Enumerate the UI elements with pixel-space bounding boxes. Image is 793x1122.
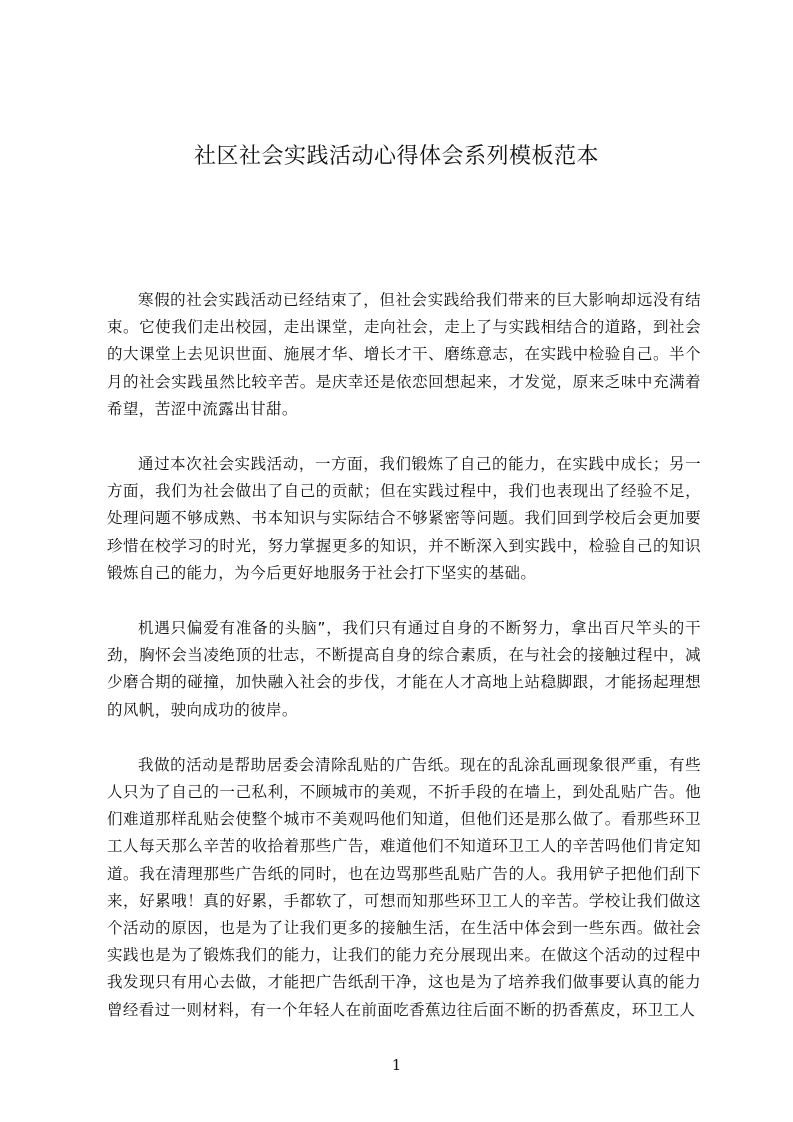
- paragraph-4: 我做的活动是帮助居委会清除乱贴的广告纸。现在的乱涂乱画现象很严重，有些人只为了自己的一己私利，不顾城市的美观，不折手段的在墙上，到处乱贴广告。他们难道那样乱贴会使整个城市不美观吗他们知道，但他们还是那么做了。看那些环卫工人每天那么辛苦的收拾着那些广告，难道他们不知道环卫工人的辛苦吗他们肯定知道。我在清理那些广告纸的同时，也在边骂那些乱贴广告的人。我用铲子把他们刮下来，好累哦！真的好累，手都软了，可想而知那些环卫工人的辛苦。学校让我们做这个活动的原因，也是为了让我们更多的接触生活，在生活中体会到一些东西。做社会实践也是为了锻炼我们的能力，让我们的能力充分展现出来。在做这个活动的过程中我发现只有用心去做，才能把广告纸刮干净，这也是为了培养我们做事要认真的能力曾经看过一则材料，有一个年轻人在前面吃香蕉边往后面不断的扔香蕉皮，环卫工人: [107, 755, 701, 1019]
- document-title: 社区社会实践活动心得体会系列模板范本: [193, 144, 599, 169]
- paragraph-1: 寒假的社会实践活动已经结束了，但社会实践给我们带来的巨大影响却远没有结束。它使我们走出校园，走出课堂，走向社会，走上了与实践相结合的道路，到社会的大课堂上去见识世面、施展才华、增长才干、磨练意志，在实践中检验自己。半个月的社会实践虽然比较辛苦。是庆幸还是依恋回想起来，才发觉，原来乏味中充满着希望，苦涩中流露出甘甜。: [107, 291, 701, 418]
- page-number: 1: [391, 1056, 402, 1074]
- document-body: [107, 287, 701, 1052]
- paragraph-3: 机遇只偏爱有准备的头脑”，我们只有通过自身的不断努力，拿出百尺竿头的干劲，胸怀会当凌绝顶的壮志，不断提高自身的综合素质，在与社会的接触过程中，减少磨合期的碰撞，加快融入社会的步伐，才能在人才高地上站稳脚跟，才能扬起理想的风帆，驶向成功的彼岸。: [107, 619, 701, 719]
- paragraph-2: 通过本次社会实践活动，一方面，我们锻炼了自己的能力，在实践中成长；另一方面，我们为社会做出了自己的贡献；但在实践过程中，我们也表现出了经验不足，处理问题不够成熟、书本知识与实际结合不够紧密等问题。我们回到学校后会更加要珍惜在校学习的时光，努力掌握更多的知识，并不断深入到实践中，检验自己的知识锻炼自己的能力，为今后更好地服务于社会打下坚实的基础。: [107, 455, 701, 582]
